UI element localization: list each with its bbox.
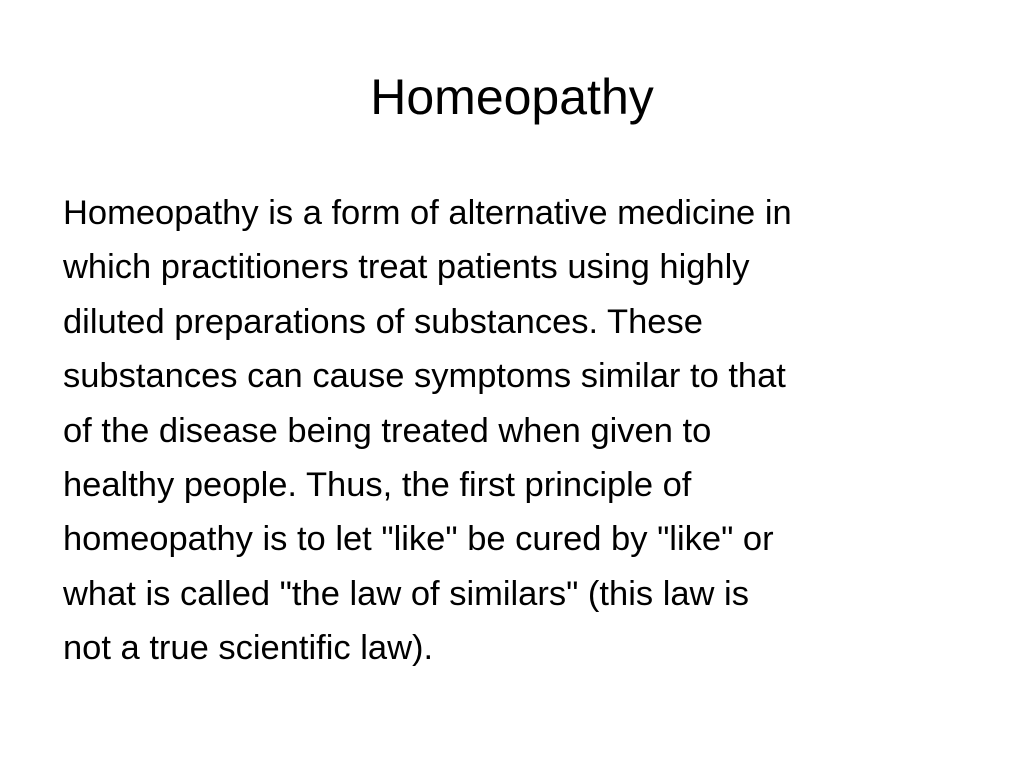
body-line-2: which practitioners treat patients using highly [63, 248, 750, 287]
body-line-3: diluted preparations of substances. These [63, 302, 703, 341]
body-line-7: homeopathy is to let "like" be cured by "like" or [63, 520, 774, 559]
body-line-8: what is called "the law of similars" (this law is [63, 574, 749, 613]
slide-title: Homeopathy [370, 69, 654, 125]
body-line-6: healthy people. Thus, the first principle of [63, 466, 692, 505]
slide-body [63, 186, 963, 676]
body-line-9: not a true scientific law). [63, 629, 434, 668]
body-line-5: of the disease being treated when given to [63, 411, 712, 450]
body-line-1: Homeopathy is a form of alternative medicine in [63, 194, 792, 232]
body-line-4: substances can cause symptoms similar to that [63, 357, 786, 396]
